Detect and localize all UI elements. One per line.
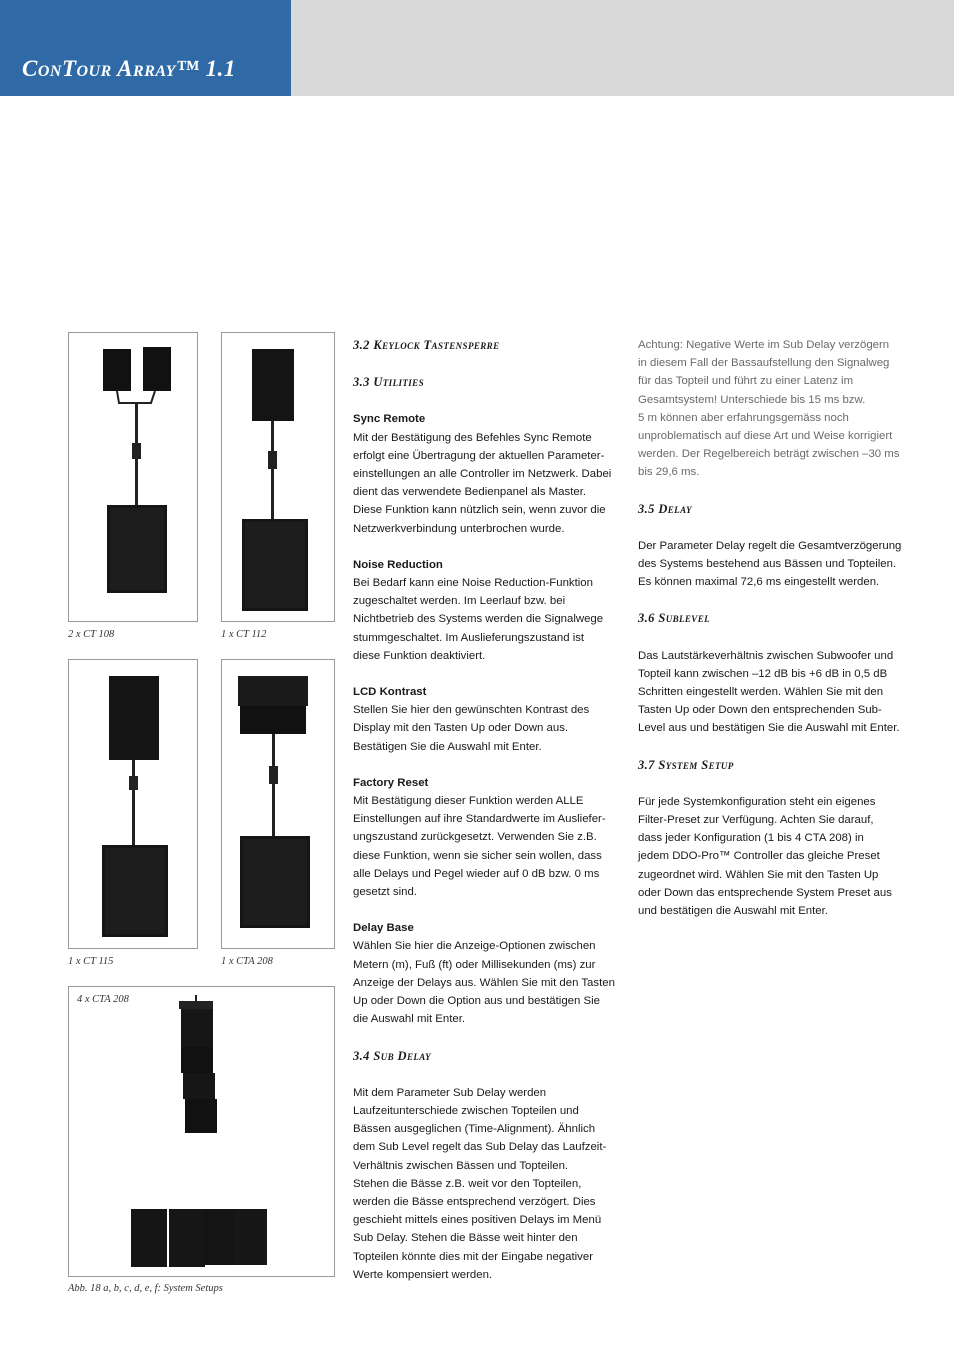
text-line: Topteilen könnte dies mit der Eingabe negativer <box>353 1250 593 1263</box>
text-line: Laufzeitunterschiede zwischen Topteilen und <box>353 1104 579 1117</box>
text-column-2 <box>638 336 918 920</box>
text-line: Bässen ausgeglichen (Time-Alignment). Ähnlich <box>353 1123 596 1136</box>
text-line: oder Down das entsprechende System Preset aus <box>638 886 892 899</box>
text-line: diese Funktion deaktiviert. <box>353 649 486 662</box>
text-line: Der Parameter Delay regelt die Gesamtverzögerung <box>638 539 902 552</box>
text-line: diese Funktion, wenn sie sicher sein wollen, dass <box>353 849 602 862</box>
text-line: ungszustand zurückgesetzt. Verwenden Sie z.B. <box>353 831 597 844</box>
text-line: werden die Bässe entsprechend verzögert. Dies <box>353 1195 596 1208</box>
figure-d-1x-cta208 <box>221 659 335 949</box>
text-line: Verhältnis zwischen Bässen und Topteilen. <box>353 1159 569 1172</box>
caption-figure-c: 1 x CT 115 <box>68 956 114 967</box>
text-line: Bei Bedarf kann eine Noise Reduction-Funktion <box>353 577 593 590</box>
caption-figure-e: 4 x CTA 208 <box>77 994 129 1005</box>
text-line: gesetzt sind. <box>353 886 417 899</box>
section-heading-3-5: 3.5 Delay <box>638 501 692 516</box>
section-heading-3-6: 3.6 Sublevel <box>638 611 711 626</box>
section-heading-3-2: 3.2 Keylock Tastensperre <box>353 338 500 352</box>
caption-figure-b: 1 x CT 112 <box>221 629 267 640</box>
text-line: geschieht mittels eines positiven Delays im Menü <box>353 1214 602 1227</box>
subheading-sync-remote: Sync Remote <box>353 413 426 426</box>
text-line: stummgeschaltet. Im Auslieferungszustand ist <box>353 631 585 644</box>
text-line: Einstellungen auf ihre Standardwerte im Ausliefer- <box>353 813 606 826</box>
section-heading-3-4: 3.4 Sub Delay <box>353 1048 432 1063</box>
text-line: Schritten eingestellt werden. Wählen Sie mit den <box>638 686 884 699</box>
caption-figure-d: 1 x CTA 208 <box>221 956 273 967</box>
subheading-factory-reset: Factory Reset <box>353 776 429 789</box>
figure-c-1x-ct115 <box>68 659 198 949</box>
text-line: Für jede Systemkonfiguration steht ein eigenes <box>638 795 876 808</box>
text-line: Stehen die Bässe z.B. weit vor den Topteilen, <box>353 1177 582 1190</box>
figure-e-4x-cta208 <box>68 986 335 1277</box>
figure-caption: Abb. 18 a, b, c, d, e, f: System Setups <box>68 1283 223 1294</box>
text-line: Level aus und bestätigen Sie die Auswahl mit Enter. <box>638 722 900 735</box>
text-line: Wählen Sie hier die Anzeige-Optionen zwischen <box>353 940 596 953</box>
text-line: alle Delays und Pegel wieder auf 0 dB bzw. 0 ms <box>353 867 600 880</box>
subheading-lcd-kontrast: LCD Kontrast <box>353 686 427 699</box>
text-line: Up oder Down die Option aus und bestätigen Sie <box>353 995 600 1008</box>
text-line: Topteil kann zwischen –12 dB bis +6 dB in 0,5 dB <box>638 667 888 680</box>
figure-a-2x-ct108 <box>68 332 198 622</box>
note-line: für das Topteil und führt zu einer Latenz im <box>638 375 854 388</box>
text-line: dem Sub Level regelt das Sub Delay das Laufzeit- <box>353 1141 607 1154</box>
header-accent-band <box>0 0 291 96</box>
text-line: Nichtbetrieb des Systems werden die Signalwege <box>353 613 604 626</box>
text-line: zugeschaltet werden. Im Leerlauf bzw. bei <box>353 595 566 608</box>
text-line: die Auswahl mit Enter. <box>353 1013 466 1026</box>
note-line: Achtung: Negative Werte im Sub Delay verzögern <box>638 339 890 351</box>
text-line: Werte kompensiert werden. <box>353 1268 493 1281</box>
text-line: einstellungen an alle Controller im Netzwerk. Dabei <box>353 468 612 481</box>
text-line: des Systems bestehend aus Bässen und Topteilen. <box>638 558 897 571</box>
header-gray-band <box>291 0 954 96</box>
note-line: in diesem Fall der Bassaufstellung den Signalweg <box>638 357 890 370</box>
warning-note <box>638 336 918 482</box>
text-line: Display mit den Tasten Up oder Down aus. <box>353 722 569 735</box>
subheading-delay-base: Delay Base <box>353 922 414 935</box>
text-line: Netzwerkverbindung unterbrochen wurde. <box>353 522 565 535</box>
section-heading-3-3: 3.3 Utilities <box>353 375 424 390</box>
text-line: erfolgt eine Übertragung der aktuellen Parameter- <box>353 449 605 462</box>
note-line: unproblematisch auf diese Art und Weise korrigiert <box>638 430 893 443</box>
text-line: Bestätigen Sie die Auswahl mit Enter. <box>353 740 542 753</box>
text-line: Filter-Preset zur Verfügung. Achten Sie darauf, <box>638 814 874 827</box>
caption-figure-a: 2 x CT 108 <box>68 629 115 640</box>
text-line: jedem DDO-Pro™ Controller das gleiche Preset <box>638 850 880 863</box>
note-line: Gesamtsystem! Unterschiede bis 15 ms bzw. <box>638 393 866 406</box>
text-line: dient das verwendete Bedienpanel als Master. <box>353 486 587 499</box>
note-line: 5 m können aber erfahrungsgemäss noch <box>638 411 849 424</box>
text-line: Mit Bestätigung dieser Funktion werden ALLE <box>353 795 584 808</box>
page-title: ConTour Array™ 1.1 <box>22 56 236 81</box>
note-line: werden. Der Regelbereich beträgt zwischen –30 ms <box>638 448 900 461</box>
text-line: Stellen Sie hier den gewünschten Kontrast des <box>353 704 590 717</box>
text-line: Sub Delay. Stehen die Bässe weit hinter den <box>353 1232 578 1245</box>
text-line: Es können maximal 72,6 ms eingestellt werden. <box>638 576 880 589</box>
figure-b-1x-ct112 <box>221 332 335 622</box>
text-line: Mit dem Parameter Sub Delay werden <box>353 1086 547 1099</box>
text-column-1 <box>353 336 623 1284</box>
text-line: Tasten Up oder Down den entsprechenden Sub- <box>638 704 882 717</box>
note-line: bis 29,6 ms. <box>638 466 700 479</box>
text-line: dass jeder Konfiguration (1 bis 4 CTA 208) in <box>638 832 864 845</box>
section-heading-3-7: 3.7 System Setup <box>638 757 734 772</box>
text-line: Diese Funktion kann nützlich sein, wenn zuvor die <box>353 504 606 517</box>
text-line: Mit der Bestätigung des Befehles Sync Remote <box>353 431 592 444</box>
text-line: zugeordnet wird. Wählen Sie mit den Tasten Up <box>638 868 879 881</box>
text-line: Anzeige der Delays aus. Wählen Sie mit den Tasten <box>353 976 615 989</box>
subheading-noise-reduction: Noise Reduction <box>353 558 443 571</box>
text-line: Das Lautstärkeverhältnis zwischen Subwoofer und <box>638 649 894 662</box>
text-line: und bestätigen die Auswahl mit Enter. <box>638 905 828 918</box>
text-line: Metern (m), Fuß (ft) oder Millisekunden (ms) zur <box>353 958 596 971</box>
